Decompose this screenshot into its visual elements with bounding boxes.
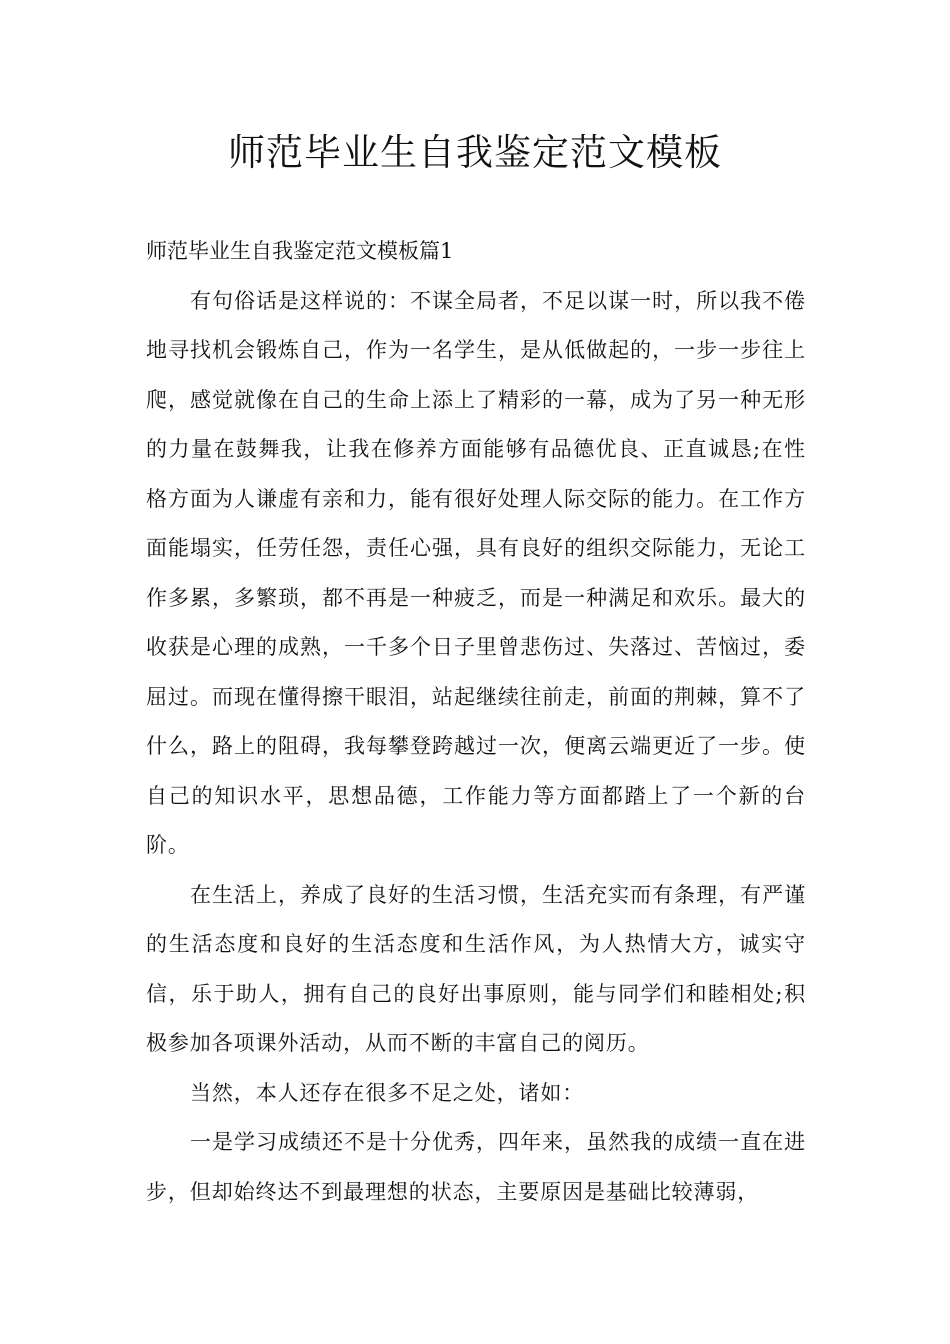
paragraph-1: 有句俗话是这样说的：不谋全局者，不足以谋一时，所以我不倦地寻找机会锻炼自己，作为一名学生，是从低做起的，一步一步往上爬，感觉就像在自己的生命上添上了精彩的一幕，成为了另一种无形的力量在鼓舞我，让我在修养方面能够有品德优良、正直诚恳;在性格方面为人谦虚有亲和力，能有很好处理人际交际的能力。在工作方面能塌实，任劳任怨，责任心强，具有良好的组织交际能力，无论工作多累，多繁琐，都不再是一种疲乏，而是一种满足和欢乐。最大的收获是心理的成熟，一千多个日子里曾悲伤过、失落过、苦恼过，委屈过。而现在懂得擦干眼泪，站起继续往前走，前面的荆棘，算不了什么，路上的阻碍，我每攀登跨越过一次，便离云端更近了一步。使自己的知识水平，思想品德，工作能力等方面都踏上了一个新的台阶。 [146, 288, 806, 857]
document-title: 师范毕业生自我鉴定范文模板 [228, 131, 722, 174]
paragraph-2: 在生活上，养成了良好的生活习惯，生活充实而有条理，有严谨的生活态度和良好的生活态度和生活作风，为人热情大方，诚实守信，乐于助人，拥有自己的良好出事原则，能与同学们和睦相处;积极参加各项课外活动，从而不断的丰富自己的阅历。 [146, 882, 806, 1055]
paragraph-4: 一是学习成绩还不是十分优秀，四年来，虽然我的成绩一直在进步，但却始终达不到最理想的状态，主要原因是基础比较薄弱， [146, 1130, 806, 1204]
section-heading: 师范毕业生自我鉴定范文模板篇1 [146, 239, 454, 263]
paragraph-3: 当然，本人还存在很多不足之处，诸如： [190, 1080, 585, 1105]
document-body [146, 227, 806, 1217]
